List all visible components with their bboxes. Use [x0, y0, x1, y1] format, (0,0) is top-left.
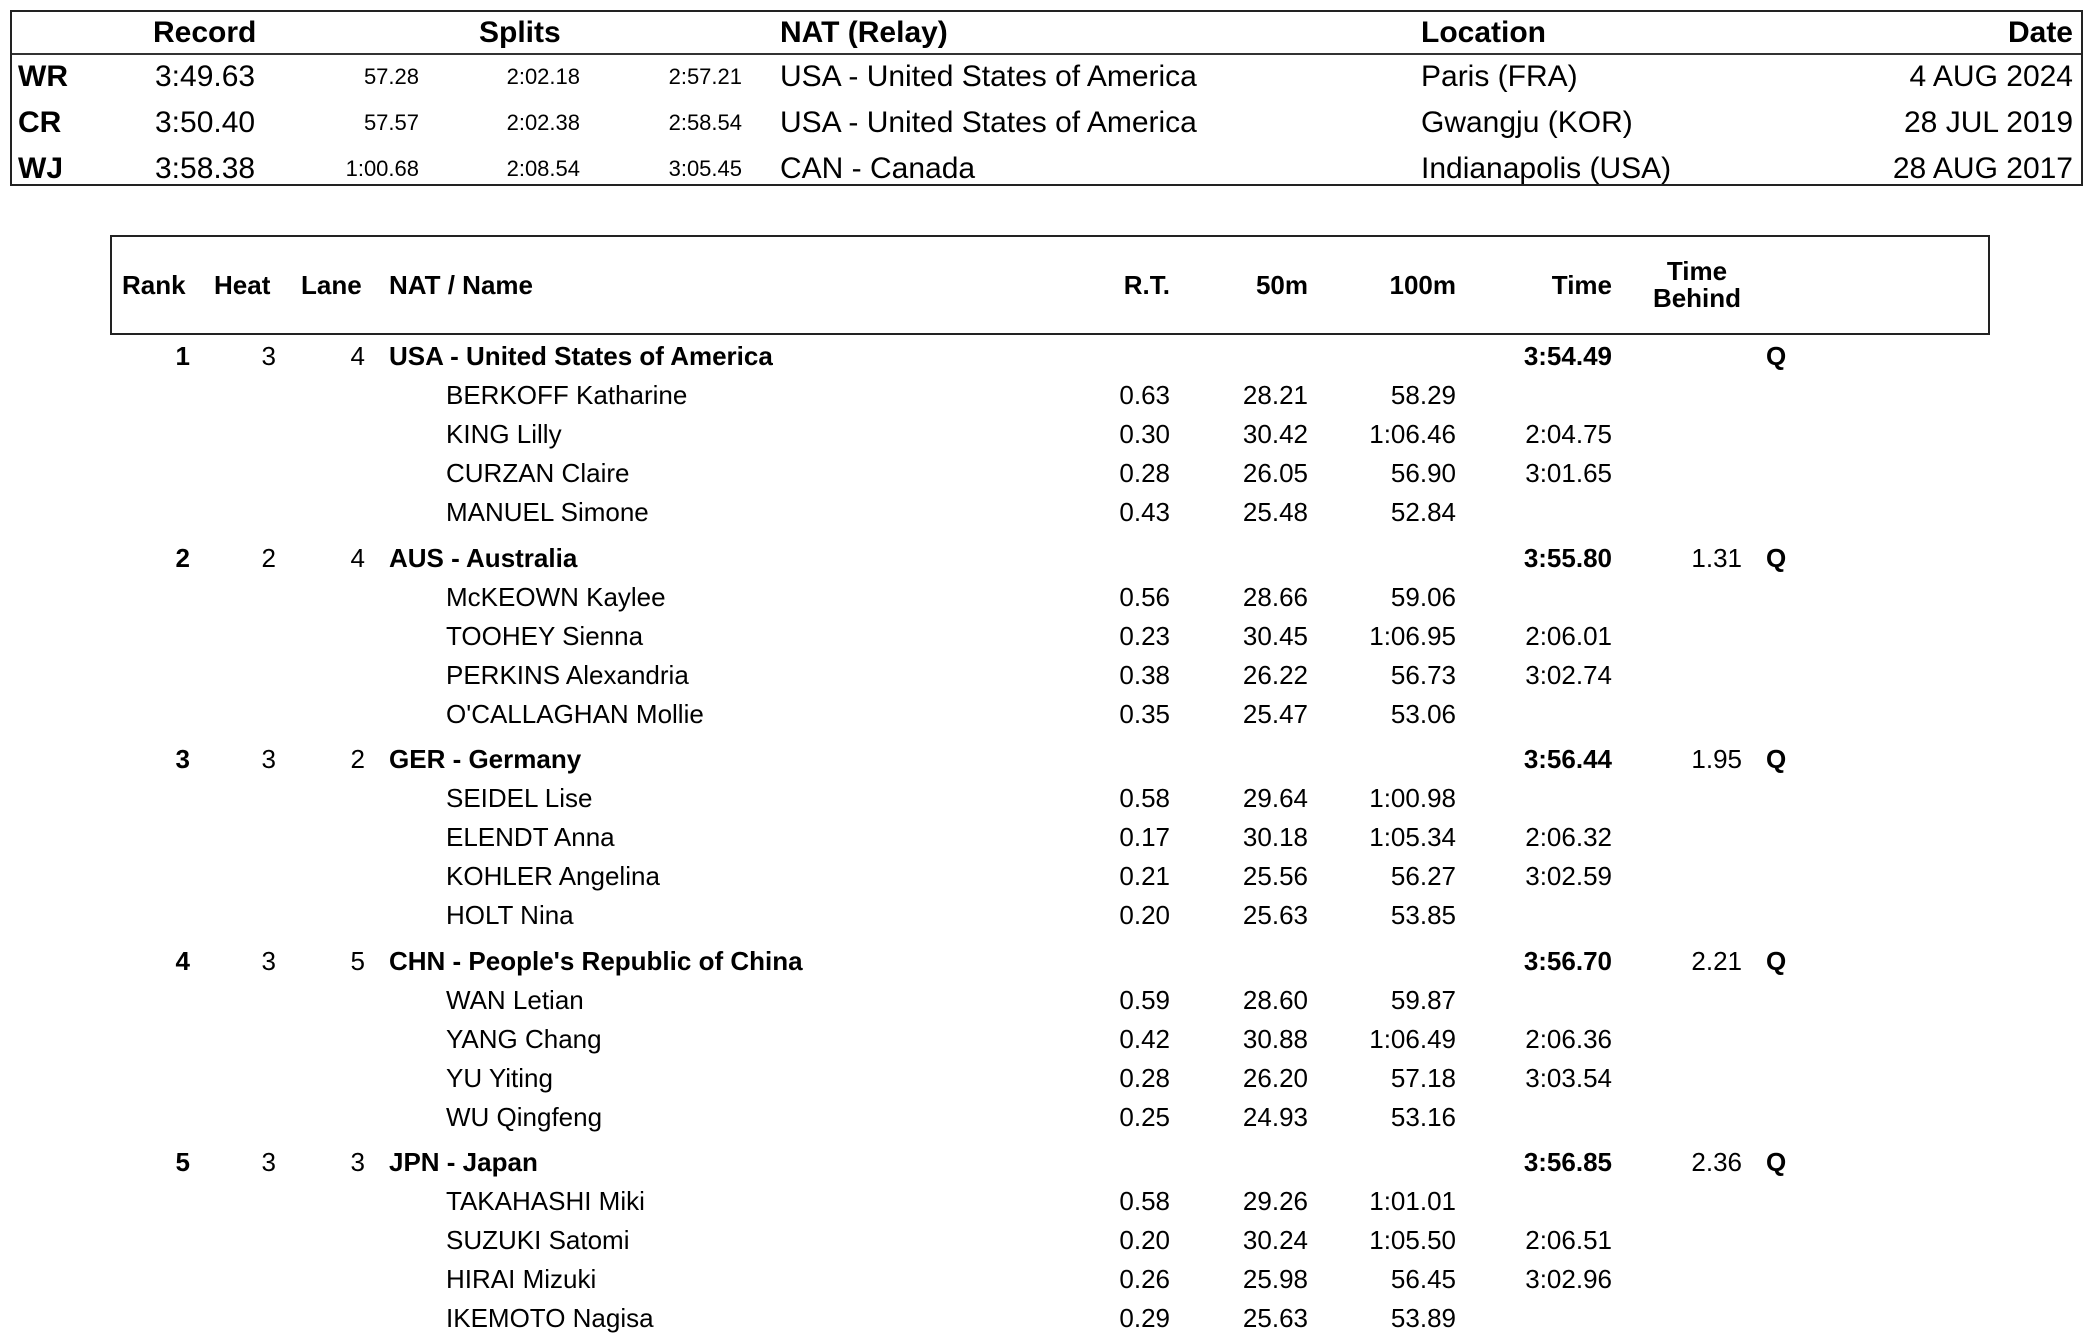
record-split-3: 2:58.54 [668, 110, 742, 135]
team-rank: 2 [175, 543, 190, 573]
swimmer-name: SEIDEL Lise [446, 783, 593, 813]
cumulative-time: 3:02.74 [1525, 660, 1612, 690]
swimmer-row [0, 656, 2094, 694]
swimmer-split-100m: 1:01.01 [1369, 1186, 1456, 1216]
swimmer-split-50m: 25.98 [1242, 1264, 1308, 1294]
swimmer-name: TAKAHASHI Miki [446, 1186, 645, 1216]
record-code: WJ [18, 152, 63, 185]
record-split-2: 2:02.38 [506, 110, 580, 135]
swimmer-name: PERKINS Alexandria [446, 660, 689, 690]
record-split-3: 3:05.45 [668, 156, 742, 181]
swimmer-row [0, 1221, 2094, 1259]
swimmer-name: YANG Chang [446, 1024, 602, 1054]
swimmer-reaction-time: 0.17 [1119, 822, 1170, 852]
team-lane: 4 [350, 341, 365, 371]
swimmer-split-100m: 1:06.95 [1369, 621, 1456, 651]
record-split-1: 1:00.68 [345, 156, 419, 181]
swimmer-name: KOHLER Angelina [446, 861, 660, 891]
team-name: CHN - People's Republic of China [389, 946, 803, 976]
cumulative-time: 3:02.59 [1525, 861, 1612, 891]
team-row [0, 1143, 2094, 1181]
team-heat: 3 [261, 744, 276, 774]
team-time-behind: 2.21 [1691, 946, 1742, 976]
cumulative-time: 2:06.51 [1525, 1225, 1612, 1255]
header-lane: Lane [301, 270, 362, 300]
team-heat: 3 [261, 1147, 276, 1177]
header-rt: R.T. [1123, 270, 1170, 300]
record-row-wr [12, 54, 2081, 100]
team-heat: 2 [261, 543, 276, 573]
swimmer-name: KING Lilly [446, 419, 562, 449]
swimmer-split-100m: 58.29 [1390, 380, 1456, 410]
swimmer-split-100m: 59.87 [1390, 985, 1456, 1015]
swimmer-reaction-time: 0.59 [1119, 985, 1170, 1015]
swimmer-row [0, 454, 2094, 492]
swimmer-split-100m: 56.73 [1390, 660, 1456, 690]
swimmer-row [0, 1059, 2094, 1097]
swimmer-split-50m: 25.63 [1242, 900, 1308, 930]
record-split-1: 57.57 [363, 110, 419, 135]
swimmer-split-50m: 28.21 [1242, 380, 1308, 410]
swimmer-name: SUZUKI Satomi [446, 1225, 630, 1255]
team-row [0, 539, 2094, 577]
swimmer-name: HOLT Nina [446, 900, 574, 930]
team-rank: 1 [175, 341, 190, 371]
team-row [0, 942, 2094, 980]
record-row-wj [12, 146, 2081, 192]
team-lane: 4 [350, 543, 365, 573]
record-split-1: 57.28 [363, 64, 419, 89]
swimmer-reaction-time: 0.20 [1119, 1225, 1170, 1255]
team-rank: 5 [175, 1147, 190, 1177]
swimmer-row [0, 493, 2094, 531]
header-100m: 100m [1389, 270, 1456, 300]
team-time: 3:55.80 [1523, 543, 1612, 573]
records-header-record: Record [153, 16, 257, 49]
swimmer-split-100m: 1:06.46 [1369, 419, 1456, 449]
team-time: 3:56.70 [1523, 946, 1612, 976]
records-table [10, 10, 2083, 186]
swimmer-name: MANUEL Simone [446, 497, 649, 527]
swimmer-row [0, 376, 2094, 414]
swimmer-split-100m: 53.16 [1390, 1102, 1456, 1132]
qualification-mark: Q [1766, 543, 1787, 573]
swimmer-split-50m: 28.60 [1242, 985, 1308, 1015]
swimmer-split-50m: 30.42 [1242, 419, 1308, 449]
swimmer-row [0, 415, 2094, 453]
record-split-3: 2:57.21 [668, 64, 742, 89]
swimmer-row [0, 578, 2094, 616]
swimmer-split-100m: 56.45 [1390, 1264, 1456, 1294]
record-time: 3:49.63 [155, 60, 256, 93]
records-header-date: Date [2007, 16, 2073, 49]
swimmer-row [0, 981, 2094, 1019]
swimmer-row [0, 779, 2094, 817]
swimmer-reaction-time: 0.23 [1119, 621, 1170, 651]
record-code: CR [18, 106, 62, 139]
team-time-behind: 1.31 [1691, 543, 1742, 573]
team-time-behind: 2.36 [1691, 1147, 1742, 1177]
swimmer-split-100m: 56.90 [1390, 458, 1456, 488]
swimmer-split-50m: 25.56 [1242, 861, 1308, 891]
header-heat: Heat [214, 270, 271, 300]
swimmer-name: BERKOFF Katharine [446, 380, 688, 410]
swimmer-name: ELENDT Anna [446, 822, 615, 852]
swimmer-name: O'CALLAGHAN Mollie [446, 699, 704, 729]
record-time: 3:58.38 [155, 152, 256, 185]
record-split-2: 2:08.54 [506, 156, 580, 181]
record-date: 28 AUG 2017 [1892, 152, 2073, 185]
header-rank: Rank [122, 270, 186, 300]
swimmer-reaction-time: 0.30 [1119, 419, 1170, 449]
swimmer-name: HIRAI Mizuki [446, 1264, 597, 1294]
swimmer-split-100m: 53.06 [1390, 699, 1456, 729]
swimmer-split-50m: 25.48 [1242, 497, 1308, 527]
header-time: Time [1551, 270, 1612, 300]
swimmer-row [0, 1098, 2094, 1136]
swimmer-row [0, 695, 2094, 733]
team-name: JPN - Japan [389, 1147, 538, 1177]
record-code: WR [18, 60, 68, 93]
records-header-nat: NAT (Relay) [780, 16, 948, 49]
swimmer-split-50m: 26.22 [1242, 660, 1308, 690]
swimmer-row [0, 1182, 2094, 1220]
swimmer-reaction-time: 0.35 [1119, 699, 1170, 729]
header-50m: 50m [1255, 270, 1308, 300]
swimmer-split-50m: 30.18 [1242, 822, 1308, 852]
qualification-mark: Q [1766, 744, 1787, 774]
qualification-mark: Q [1766, 946, 1787, 976]
record-nat: CAN - Canada [780, 152, 976, 185]
team-name: AUS - Australia [389, 543, 578, 573]
swimmer-reaction-time: 0.21 [1119, 861, 1170, 891]
swimmer-split-100m: 53.85 [1390, 900, 1456, 930]
swimmer-split-100m: 56.27 [1390, 861, 1456, 891]
swimmer-row [0, 818, 2094, 856]
swimmer-split-100m: 53.89 [1390, 1303, 1456, 1333]
team-time-behind: 1.95 [1691, 744, 1742, 774]
cumulative-time: 3:02.96 [1525, 1264, 1612, 1294]
record-date: 28 JUL 2019 [1903, 106, 2073, 139]
swimmer-split-50m: 26.20 [1242, 1063, 1308, 1093]
record-location: Indianapolis (USA) [1421, 152, 1672, 185]
cumulative-time: 3:01.65 [1525, 458, 1612, 488]
swimmer-name: TOOHEY Sienna [446, 621, 644, 651]
swimmer-reaction-time: 0.42 [1119, 1024, 1170, 1054]
swimmer-split-50m: 29.64 [1242, 783, 1308, 813]
qualification-mark: Q [1766, 1147, 1787, 1177]
records-header-location: Location [1421, 16, 1546, 49]
swimmer-split-50m: 25.63 [1242, 1303, 1308, 1333]
swimmer-split-100m: 1:05.34 [1369, 822, 1456, 852]
team-heat: 3 [261, 341, 276, 371]
swimmer-row [0, 617, 2094, 655]
swimmer-row [0, 857, 2094, 895]
team-lane: 2 [350, 744, 365, 774]
team-lane: 3 [350, 1147, 365, 1177]
qualification-mark: Q [1766, 341, 1787, 371]
record-split-2: 2:02.18 [506, 64, 580, 89]
results-header [110, 235, 1990, 335]
swimmer-split-100m: 1:06.49 [1369, 1024, 1456, 1054]
swimmer-name: YU Yiting [446, 1063, 553, 1093]
swimmer-split-50m: 30.88 [1242, 1024, 1308, 1054]
team-name: GER - Germany [389, 744, 582, 774]
swimmer-split-100m: 1:00.98 [1369, 783, 1456, 813]
swimmer-split-50m: 28.66 [1242, 582, 1308, 612]
record-time: 3:50.40 [155, 106, 256, 139]
swimmer-split-50m: 30.45 [1242, 621, 1308, 651]
record-nat: USA - United States of America [780, 60, 1197, 93]
team-lane: 5 [350, 946, 365, 976]
swimmer-reaction-time: 0.25 [1119, 1102, 1170, 1132]
swimmer-split-50m: 30.24 [1242, 1225, 1308, 1255]
swimmer-split-50m: 25.47 [1242, 699, 1308, 729]
swimmer-reaction-time: 0.43 [1119, 497, 1170, 527]
swimmer-name: WU Qingfeng [446, 1102, 603, 1132]
team-time: 3:54.49 [1523, 341, 1612, 371]
swimmer-split-100m: 52.84 [1390, 497, 1456, 527]
team-time: 3:56.44 [1523, 744, 1612, 774]
swimmer-row [0, 896, 2094, 934]
swimmer-name: CURZAN Claire [446, 458, 630, 488]
team-rank: 4 [175, 946, 190, 976]
swimmer-row [0, 1260, 2094, 1298]
header-time-behind-line2: Behind [1652, 283, 1742, 313]
record-date: 4 AUG 2024 [1909, 60, 2073, 93]
swimmer-split-100m: 59.06 [1390, 582, 1456, 612]
swimmer-reaction-time: 0.28 [1119, 1063, 1170, 1093]
swimmer-name: WAN Letian [446, 985, 584, 1015]
cumulative-time: 2:06.32 [1525, 822, 1612, 852]
swimmer-reaction-time: 0.28 [1119, 458, 1170, 488]
swimmer-split-100m: 57.18 [1390, 1063, 1456, 1093]
cumulative-time: 2:04.75 [1525, 419, 1612, 449]
swimmer-split-50m: 26.05 [1242, 458, 1308, 488]
team-heat: 3 [261, 946, 276, 976]
swimmer-name: IKEMOTO Nagisa [446, 1303, 654, 1333]
record-row-cr [12, 100, 2081, 146]
swimmer-name: McKEOWN Kaylee [446, 582, 666, 612]
swimmer-split-100m: 1:05.50 [1369, 1225, 1456, 1255]
swimmer-split-50m: 24.93 [1242, 1102, 1308, 1132]
swimmer-reaction-time: 0.26 [1119, 1264, 1170, 1294]
swimmer-reaction-time: 0.20 [1119, 900, 1170, 930]
team-row [0, 337, 2094, 375]
records-header-splits: Splits [479, 16, 561, 49]
header-nat-name: NAT / Name [389, 270, 533, 300]
swimmer-row [0, 1299, 2094, 1337]
cumulative-time: 3:03.54 [1525, 1063, 1612, 1093]
team-name: USA - United States of America [389, 341, 773, 371]
swimmer-split-50m: 29.26 [1242, 1186, 1308, 1216]
cumulative-time: 2:06.36 [1525, 1024, 1612, 1054]
swimmer-row [0, 1020, 2094, 1058]
swimmer-reaction-time: 0.29 [1119, 1303, 1170, 1333]
record-location: Gwangju (KOR) [1421, 106, 1633, 139]
team-rank: 3 [175, 744, 190, 774]
swimmer-reaction-time: 0.63 [1119, 380, 1170, 410]
record-nat: USA - United States of America [780, 106, 1197, 139]
cumulative-time: 2:06.01 [1525, 621, 1612, 651]
team-row [0, 740, 2094, 778]
header-time-behind-line1: Time [1666, 256, 1728, 286]
swimmer-reaction-time: 0.58 [1119, 783, 1170, 813]
swimmer-reaction-time: 0.38 [1119, 660, 1170, 690]
team-time: 3:56.85 [1523, 1147, 1612, 1177]
record-location: Paris (FRA) [1421, 60, 1578, 93]
swimmer-reaction-time: 0.56 [1119, 582, 1170, 612]
swimmer-reaction-time: 0.58 [1119, 1186, 1170, 1216]
